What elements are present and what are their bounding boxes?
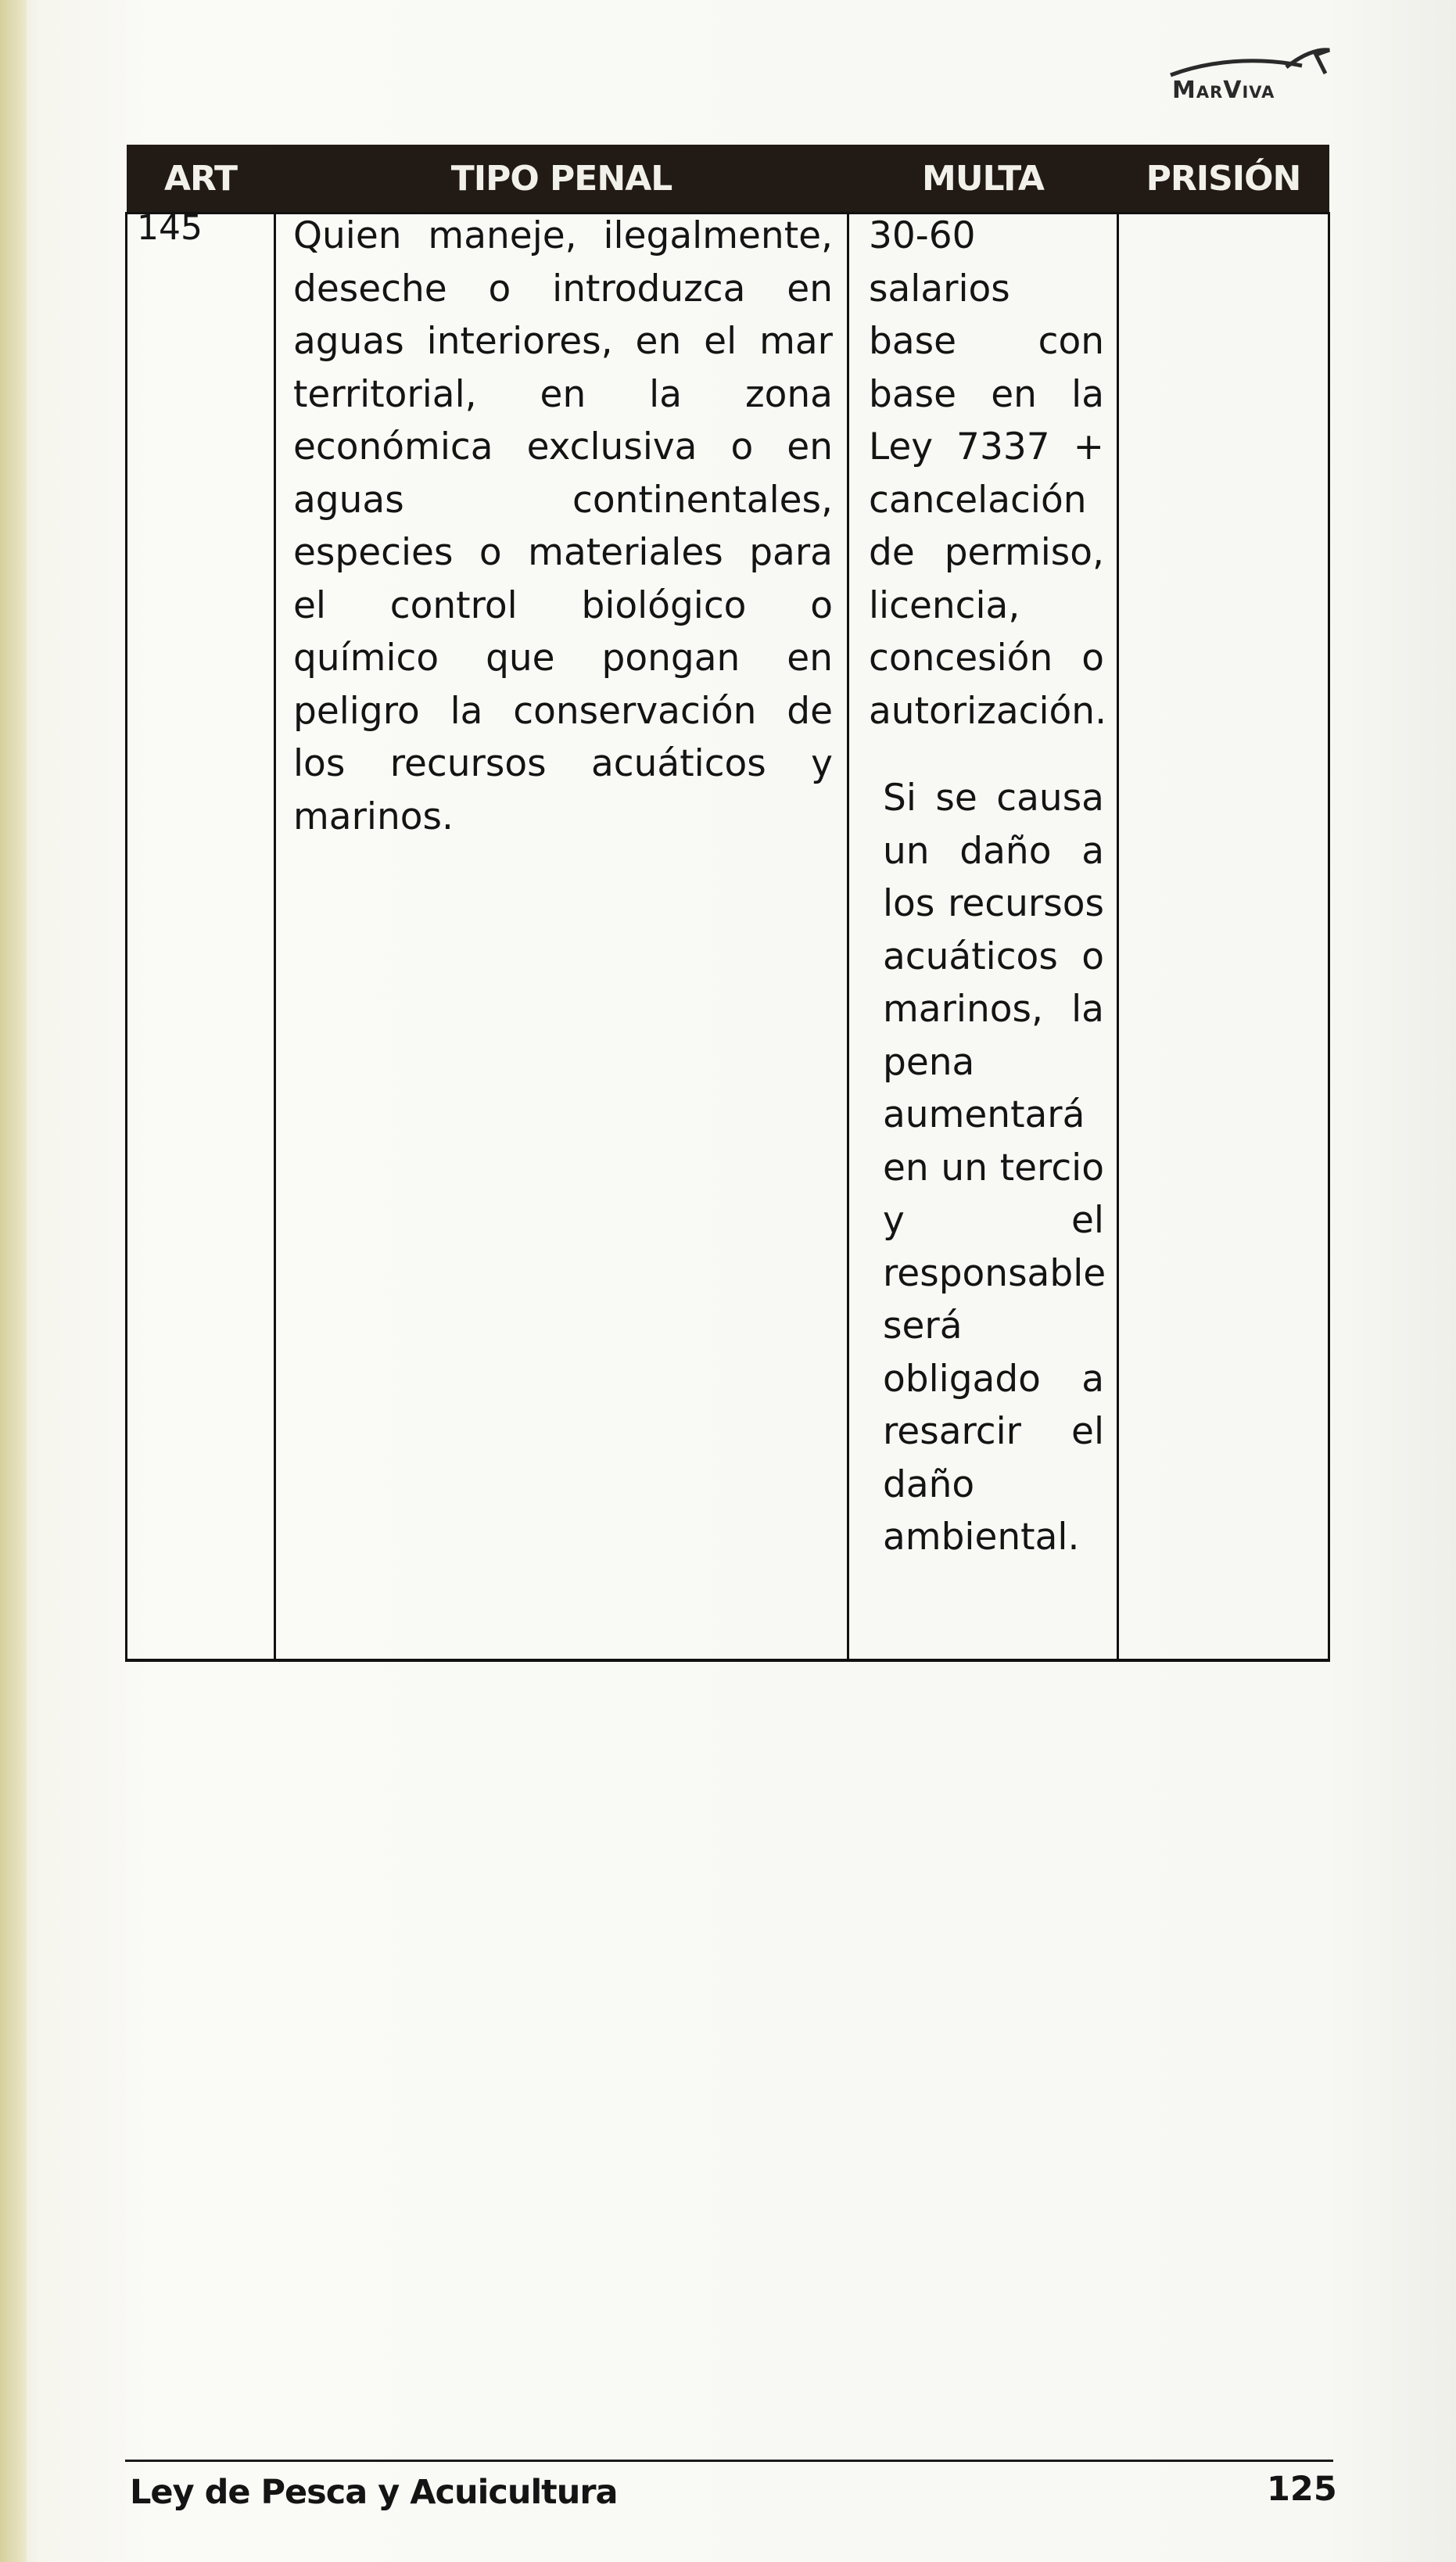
tipo-penal-text: Quien maneje, ilegalmente, deseche o introduzca en aguas interiores, en el mar territorial, en la zona económica exclusiva o en aguas continentales, especies o materiales para el control biológico o químico que pongan en peligro la conservación de los recursos acuáticos y marinos. [293, 214, 833, 838]
logo-text: MarViva [1172, 77, 1275, 104]
multa-aggravation-text: Si se causa un daño a los recursos acuáticos o marinos, la pena aumentará en un tercio y el responsable será obligado a resarcir el daño ambiental. [883, 777, 1106, 1559]
article-cell [127, 208, 275, 1661]
table-row [127, 214, 1329, 1661]
page-number: 125 [1267, 2470, 1337, 2509]
multa-text: 30-60 salarios base con base en la Ley 7337 + cancelación de permiso, licencia, concesión o autorización. [869, 214, 1107, 733]
penal-table-wrapper [125, 145, 1328, 1662]
column-header-multa: MULTA [848, 145, 1118, 214]
column-header-tipo-penal: TIPO PENAL [275, 145, 848, 214]
table-header-row [127, 145, 1329, 214]
penal-table [125, 145, 1330, 1662]
footer-divider [125, 2460, 1333, 2462]
binding-edge [0, 0, 27, 2562]
article-number: 145 [137, 208, 203, 248]
prision-cell [1118, 214, 1329, 1661]
tipo-penal-cell [275, 214, 848, 1661]
marviva-logo [1169, 39, 1333, 109]
column-header-prision: PRISIÓN [1118, 145, 1329, 214]
footer-book-title: Ley de Pesca y Acuicultura [130, 2473, 618, 2512]
column-header-art: ART [127, 145, 275, 214]
multa-cell [848, 214, 1118, 1661]
